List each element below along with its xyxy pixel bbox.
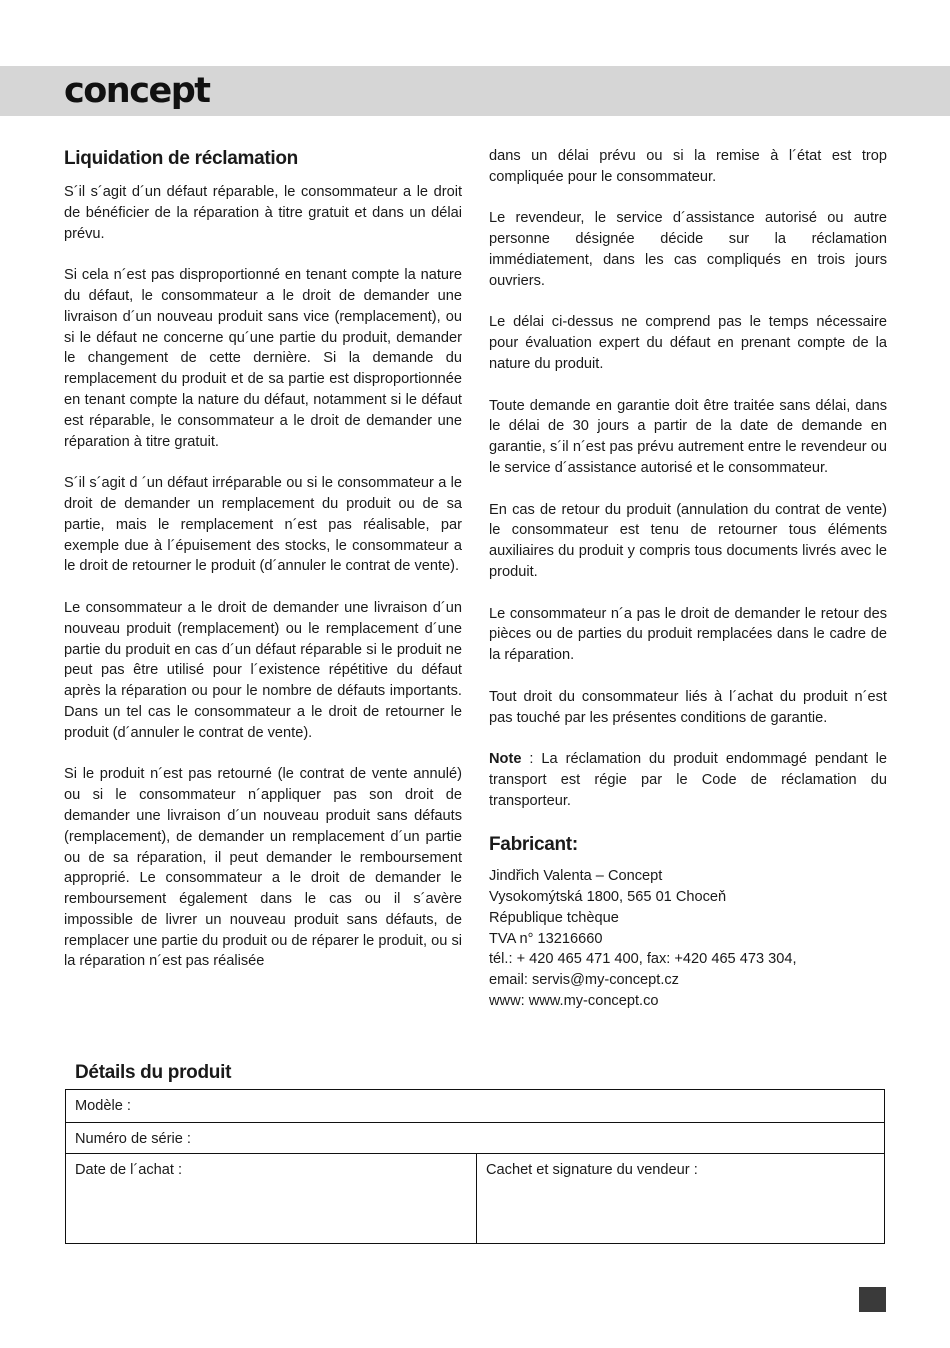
product-details-form xyxy=(65,1089,885,1244)
purchase-date-field[interactable] xyxy=(66,1154,477,1243)
maker-website: www: www.my-concept.co xyxy=(489,993,659,1010)
brand-logo: concept xyxy=(64,71,210,111)
maker-title: Fabricant: xyxy=(489,834,578,856)
note-text: : La réclamation du produit endommagé pendant le transport est régie par le Code de réclamation du transporteur. xyxy=(489,751,887,809)
seller-stamp-field[interactable] xyxy=(477,1154,884,1243)
paragraph: En cas de retour du produit (annulation du contrat de vente) le consommateur est tenu de retourner tous éléments auxiliaires du produit y compris tous documents livrés avec le produit. xyxy=(489,501,887,580)
maker-vat: TVA n° 13216660 xyxy=(489,930,603,947)
paragraph: Si le produit n´est pas retourné (le contrat de vente annulé) ou si le consommateur n´appliquer pas son droit de demander une livraison d´un nouveau produit sans défauts (remplacement), de demander un remplacement d´un partie ou de sa réparation, il peut demander le remboursement approprié. Le consommateur a le droit de demander le remboursement également dans le cas ou il s´avère impossible de livrer un nouveau produit sans défauts, de remplacer une partie du produit ou de réparer le produit, ou si la réparation n´est pas réalisée xyxy=(64,766,462,970)
maker-street: Vysokomýtská 1800, 565 01 Choceň xyxy=(489,889,727,906)
note-paragraph xyxy=(489,749,887,811)
paragraph: Toute demande en garantie doit être traitée sans délai, dans le délai de 30 jours a partir de la date de demande en garantie, s´il n´est pas prévu autrement entre le revendeur ou le service d´assistance autorisé et le consommateur. xyxy=(489,397,887,476)
paragraph: S´il s´agit d ´un défaut irréparable ou si le consommateur a le droit de demander un remplacement du produit ou de sa partie, mais le remplacement n´est pas réalisable, par exemple due à l´épuisement des stocks, le consommateur a le droit de retourner le produit (d´annuler le contrat de vente). xyxy=(64,475,462,575)
paragraph: Tout droit du consommateur liés à l´achat du produit n´est pas touché par les présentes conditions de garantie. xyxy=(489,688,887,726)
section-title: Liquidation de réclamation xyxy=(64,148,298,169)
maker-country: République tchèque xyxy=(489,909,619,926)
model-field[interactable] xyxy=(66,1090,884,1123)
purchase-date-label: Date de l´achat : xyxy=(75,1162,183,1178)
serial-label: Numéro de série : xyxy=(75,1131,191,1147)
maker-email: email: servis@my-concept.cz xyxy=(489,972,679,989)
paragraph: Si cela n´est pas disproportionné en tenant compte la nature du défaut, le consommateur a le droit de demander une livraison d´un nouveau produit sans vice (remplacement), ou si le défaut ne concerne qu´une partie du produit, demander le changement de cette dernière. Si la demande du remplacement du produit et de sa partie est disproportionnée en tenant compte la nature du défaut, notamment si le défaut est réparable, le consommateur a le droit de demander une réparation à titre gratuit. xyxy=(64,267,462,450)
serial-number-field[interactable] xyxy=(66,1123,884,1154)
maker-name: Jindřich Valenta – Concept xyxy=(489,868,663,885)
maker-address xyxy=(489,866,887,1012)
bottom-row xyxy=(66,1154,884,1243)
note-label: Note xyxy=(489,751,522,768)
paragraph: dans un délai prévu ou si la remise à l´état est trop compliquée pour le consommateur. xyxy=(489,148,887,185)
model-label: Modèle : xyxy=(75,1098,131,1114)
paragraph: Le consommateur n´a pas le droit de demander le retour des pièces ou de parties du produit remplacées dans le cadre de la réparation. xyxy=(489,605,887,664)
left-column xyxy=(64,146,462,993)
paragraph: Le délai ci-dessus ne comprend pas le temps nécessaire pour évaluation expert du défaut en prenant compte de la nature du produit. xyxy=(489,314,887,372)
paragraph: Le revendeur, le service d´assistance autorisé ou autre personne désignée décide sur la réclamation immédiatement, dans les cas compliqués en trois jours ouvriers. xyxy=(489,210,887,289)
seller-stamp-label: Cachet et signature du vendeur : xyxy=(486,1162,698,1178)
paragraph: S´il s´agit d´un défaut réparable, le consommateur a le droit de bénéficier de la réparation à titre gratuit et dans un délai prévu. xyxy=(64,184,462,242)
page-marker xyxy=(859,1287,886,1312)
right-column xyxy=(489,146,887,1012)
details-title: Détails du produit xyxy=(75,1062,232,1083)
paragraph: Le consommateur a le droit de demander une livraison d´un nouveau produit (remplacement) ou le remplacement d´une partie du produit en cas d´un défaut réparable si le produit ne peut pas être utilisé pour l´existence répétitive du défaut après la réparation ou pour le nombre de défauts importants. Dans un tel cas le consommateur a le droit de retourner le produit (d´annuler le contrat de vente). xyxy=(64,599,462,741)
maker-phone: tél.: + 420 465 471 400, fax: +420 465 473 304, xyxy=(489,951,797,968)
